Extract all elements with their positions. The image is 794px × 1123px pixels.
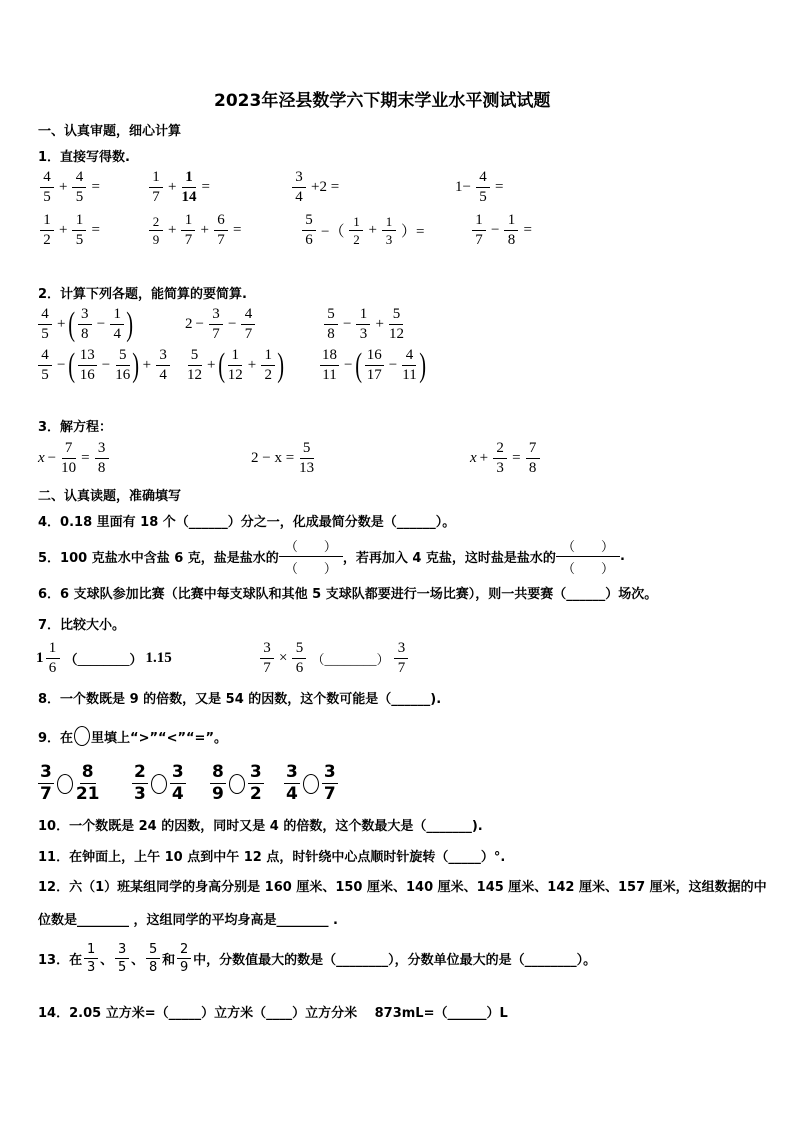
q2-item-3: $\frac{5}{8}$ − $\frac{1}{3}$ + $\frac{5}{12}$ [322,307,406,342]
question-4: 4．0.18 里面有 18 个（______）分之一，化成最简分数是（______）。 [38,515,456,530]
q2-item-6: $\frac{18}{11}$ − ( $\frac{16}{17}$ − $\frac{4}{11}$ ) [322,346,426,384]
q9-item-3[interactable]: $\frac{8}{9}$ $\frac{3}{2}$ [212,762,262,804]
section-2-heading: 二、认真读题，准确填写 [38,489,182,504]
question-2: 2．计算下列各题，能简算的要简算. [38,287,247,302]
q9-item-4[interactable]: $\frac{3}{4}$ $\frac{3}{7}$ [286,762,336,804]
q5-blank-fraction-2[interactable]: （ ） （ ） [556,536,620,577]
question-1: 1．直接写得数. [38,150,130,165]
circle-icon[interactable] [57,774,73,794]
q5-blank-fraction-1[interactable]: （ ） （ ） [279,536,343,577]
question-11: 11．在钟面上，上午 10 点到中午 12 点，时针绕中心点顺时针旋转（_____）°. [38,850,506,865]
q2-item-2: 2 − $\frac{3}{7}$ − $\frac{4}{7}$ [185,307,257,342]
question-9: 9．在 里填上“>”“<”“=”。 [38,726,227,746]
question-7: 7．比较大小。 [38,618,126,633]
circle-icon[interactable] [303,774,319,794]
q9-item-2[interactable]: $\frac{2}{3}$ $\frac{3}{4}$ [134,762,184,804]
q1-item-6: $\frac{2}{9}$ + $\frac{1}{7}$ + $\frac{6}{7}$ = [147,213,244,248]
question-8: 8．一个数既是 9 的倍数，又是 54 的因数，这个数可能是（______). [38,692,442,707]
q1-item-7: $\frac{5}{6}$ −（ $\frac{1}{2}$ + $\frac{1}{3}$ ）= [300,213,427,248]
q1-item-3: $\frac{3}{4}$ +2 = [290,170,342,205]
q7-compare-1: 1 $\frac{1}{6}$ （________） 1.15 [36,640,172,676]
circle-icon [74,726,90,746]
q2-item-1: $\frac{4}{5}$ + ( $\frac{3}{8}$ − $\frac{1}{4}$ ) [36,307,134,342]
question-12-line-1: 12．六（1）班某组同学的身高分别是 160 厘米、150 厘米、140 厘米、145 厘米、142 厘米、157 厘米，这组数据的中 [38,880,767,895]
q3-equation-2: 2 − x = $\frac{5}{13}$ [251,440,315,476]
q1-item-1: $\frac{4}{5}$ + $\frac{4}{5}$ = [38,170,103,205]
q1-item-5: $\frac{1}{2}$ + $\frac{1}{5}$ = [38,213,103,248]
q3-equation-1: x − $\frac{7}{10}$ = $\frac{3}{8}$ [38,441,111,476]
q9-item-1[interactable]: $\frac{3}{7}$ $\frac{8}{21}$ [40,762,100,804]
question-3: 3．解方程： [38,420,113,435]
circle-icon[interactable] [151,774,167,794]
q2-item-4: $\frac{4}{5}$ − ( $\frac{13}{16}$ − $\frac{5}{16}$ ) + $\frac{3}{4}$ [36,348,172,383]
question-6: 6．6 支球队参加比赛（比赛中每支球队和其他 5 支球队都要进行一场比赛），则一共要赛（______）场次。 [38,587,658,602]
circle-icon[interactable] [229,774,245,794]
question-12-line-2: 位数是________ ，这组同学的平均身高是________ . [38,913,338,928]
page-title: 2023年泾县数学六下期末学业水平测试试题 [214,91,551,111]
question-13: 13．在 $\frac{1}{3}$ 、 $\frac{3}{5}$ 、 $\frac{5}{8}$ 和 $\frac{2}{9}$ 中，分数值最大的数是（________），分数单位最大的是（________）。 [38,942,597,975]
q1-item-8: $\frac{1}{7}$ − $\frac{1}{8}$ = [470,213,535,248]
question-5: 5．100 克盐水中含盐 6 克，盐是盐水的 （ ） （ ） ，若再加入 4 克盐，这时盐是盐水的 （ ） （ ） . [38,536,625,577]
q1-item-4: 1− $\frac{4}{5}$ = [455,169,504,205]
q1-item-2: $\frac{1}{7}$ + $\frac{1}{14}$ = [147,170,213,205]
question-10: 10．一个数既是 24 的因数，同时又是 4 的倍数，这个数最大是（_______). [38,819,483,834]
q3-equation-3: x + $\frac{2}{3}$ = $\frac{7}{8}$ [470,441,542,476]
q2-item-5: $\frac{5}{12}$ + ( $\frac{1}{12}$ + $\frac{1}{2}$ ) [187,346,285,384]
question-14: 14．2.05 立方米=（_____）立方米（____）立方分米 873mL=（______）L [38,1006,508,1021]
section-1-heading: 一、认真审题，细心计算 [38,124,182,139]
q7-compare-2: $\frac{3}{7}$ × $\frac{5}{6}$ （________） $\frac{3}{7}$ [258,641,410,676]
